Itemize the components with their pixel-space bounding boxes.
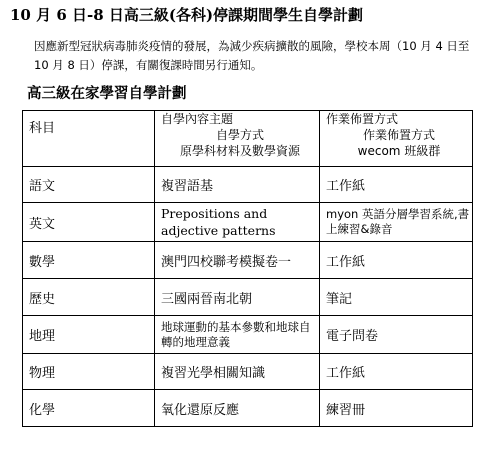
row-subject: 數學: [23, 242, 155, 279]
row-subject: 英文: [23, 203, 155, 242]
table-row: [23, 279, 473, 316]
row-method: 電子問卷: [320, 316, 473, 354]
row-subject: 物理: [23, 354, 155, 390]
header-topic: [155, 111, 320, 167]
row-topic: 三國兩晉南北朝: [155, 279, 320, 316]
row-method: 工作紙: [320, 167, 473, 203]
table-row: [23, 390, 473, 427]
row-method: 練習冊: [320, 390, 473, 427]
row-topic: 複習光學相關知識: [155, 354, 320, 390]
study-plan-table: [22, 110, 473, 427]
header-method-sub1: 作業佈置方式: [362, 128, 435, 142]
row-topic: 地球運動的基本參數和地球自轉的地理意義: [155, 316, 320, 354]
table-row: [23, 316, 473, 354]
row-topic: 澳門四校聯考模擬卷一: [155, 242, 320, 279]
header-topic-sub1: 自學方式: [215, 128, 264, 142]
table-row: [23, 242, 473, 279]
row-method: 工作紙: [320, 242, 473, 279]
row-subject: 化學: [23, 390, 155, 427]
row-method: 工作紙: [320, 354, 473, 390]
table-row: [23, 354, 473, 390]
header-method-sub2: wecom 班級群: [357, 144, 441, 158]
plan-subtitle: 高三級在家學習自學計劃: [27, 86, 187, 102]
header-topic-sub2: 原學科材料及數學資源: [179, 144, 300, 158]
row-topic: 氧化還原反應: [155, 390, 320, 427]
table-header-row: [23, 111, 473, 167]
row-subject: 歷史: [23, 279, 155, 316]
row-subject: 語文: [23, 167, 155, 203]
row-topic: Prepositions and adjective patterns: [155, 203, 320, 242]
row-topic: 複習語基: [155, 167, 320, 203]
header-method: [320, 111, 473, 167]
header-subject-label: 科目: [29, 121, 56, 136]
document-title: 10 月 6 日-8 日高三級(各科)停課期間學生自學計劃: [10, 6, 364, 24]
table-row: [23, 203, 473, 242]
closure-notice: 因應新型冠狀病毒肺炎疫情的發展，為減少疾病擴散的風險，學校本周（10 月 4 日至 10 月 8 日）停課，有關復課時間另行通知。: [34, 39, 470, 72]
header-subject: [23, 111, 155, 167]
header-method-label: 作業佈置方式: [326, 112, 399, 126]
row-method: myon 英語分層學習系統,書上練習&錄音: [320, 203, 473, 242]
row-subject: 地理: [23, 316, 155, 354]
table-row: [23, 167, 473, 203]
row-method: 筆記: [320, 279, 473, 316]
header-topic-label: 自學內容主題: [161, 112, 234, 126]
